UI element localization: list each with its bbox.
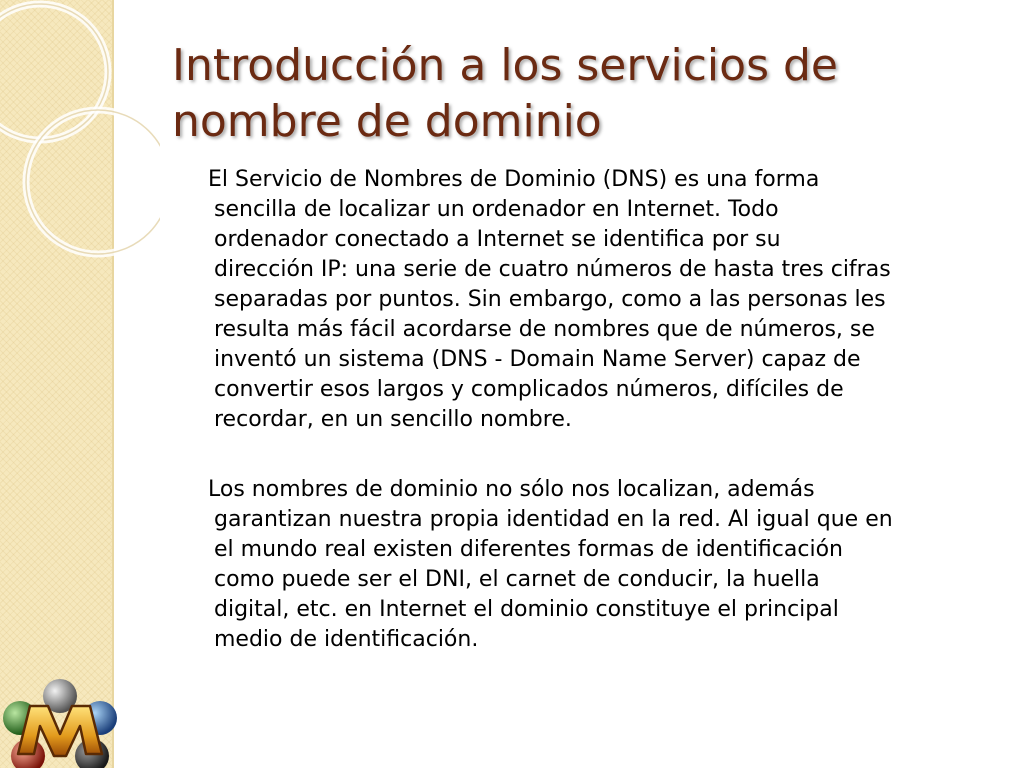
slide-title: Introducción a los servicios de nombre de dominio — [172, 40, 838, 147]
paragraph-domain-identity: Los nombres de dominio no sólo nos localizan, además garantizan nuestra propia identidad en la red. Al igual que en el mundo real existen diferentes formas de identificación como puede ser el DNI, el carnet de conducir, la huella digital, etc. en Internet el dominio constituye el principal medio de identificación. — [208, 477, 893, 652]
m-emblem-icon — [0, 676, 120, 768]
decorative-rings-icon — [0, 0, 160, 300]
paragraph-dns-definition: El Servicio de Nombres de Dominio (DNS) es una forma sencilla de localizar un ordenador en Internet. Todo ordenador conectado a Internet se identifica por su dirección IP: una serie de cuatro números de hasta tres cifras separadas por puntos. Sin embargo, como a las personas les resulta más fácil acordarse de nombres que de números, se inventó un sistema (DNS - Domain Name Server) capaz de convertir esos largos y complicados números, difíciles de recordar, en un sencillo nombre. — [208, 167, 891, 432]
slide-body — [178, 165, 994, 655]
